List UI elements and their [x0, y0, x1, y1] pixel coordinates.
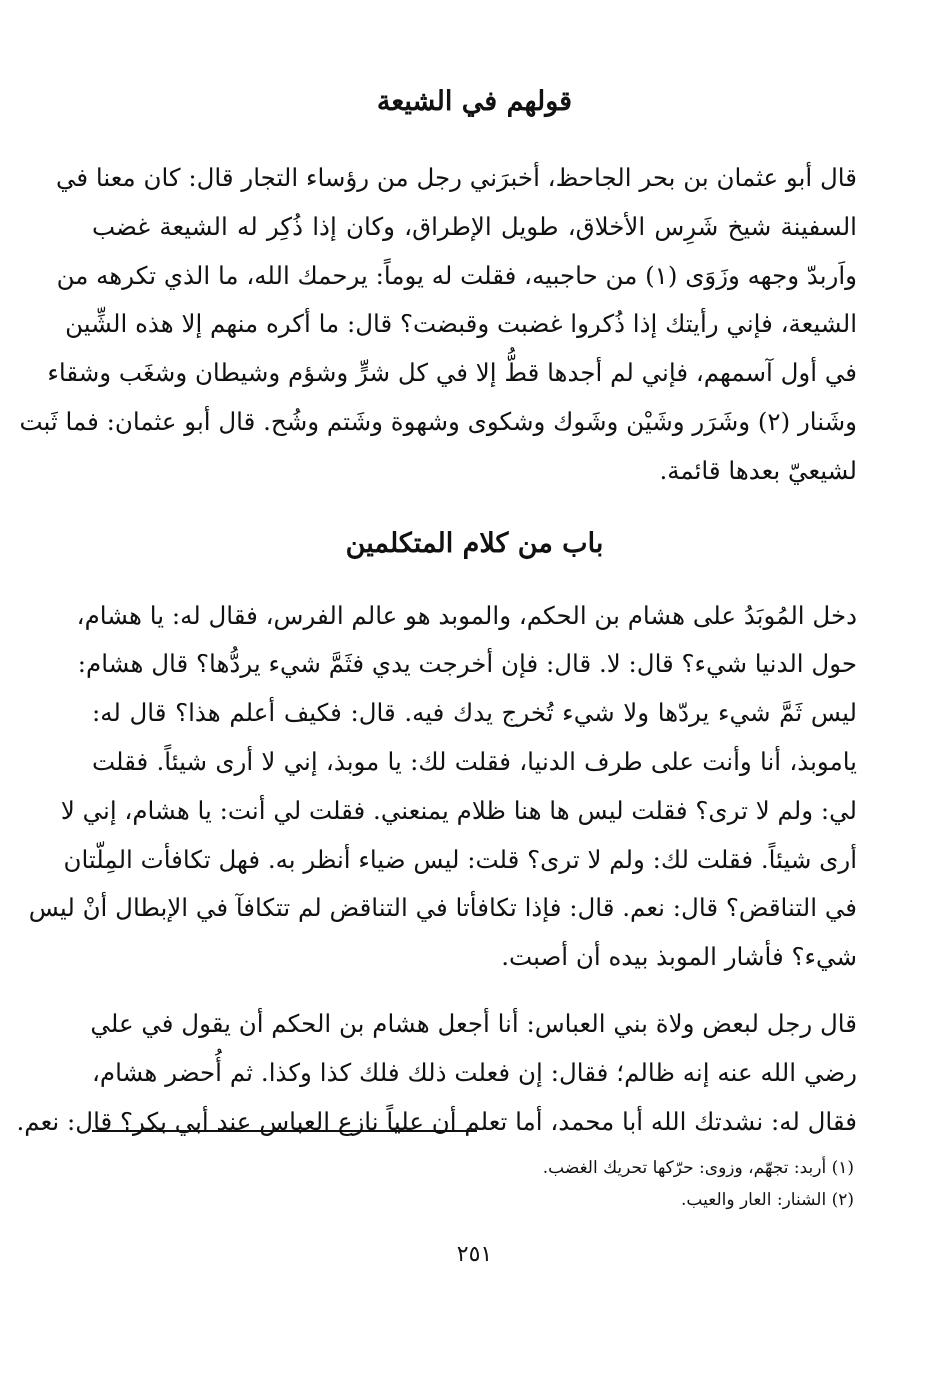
text-line: واَربدّ وجهه وزَوَى (١) من حاجبيه، فقلت له يوماً: يرحمك الله، ما الذي تكرهه من: [56, 260, 857, 290]
text-line: السفينة شيخ شَرِس الأخلاق، طويل الإطراق، وكان إذا ذُكِر له الشيعة غضب: [92, 211, 857, 241]
paragraph-shia: [19, 154, 857, 496]
text-line: ليس ثَمَّ شيء يردّها ولا شيء تُخرج يدك فيه. قال: فكيف أعلم هذا؟ قال له:: [92, 698, 857, 728]
text-line: ياموبذ، أنا وأنت على طرف الدنيا، فقلت لك: يا موبذ، إني لا أرى شيئاً. فقلت: [92, 746, 857, 776]
section-title-shia: قولهم في الشيعة: [376, 86, 573, 117]
footnote-divider: [92, 1130, 477, 1132]
text-line: وشَنار (٢) وشَرَر وشَيْن وشَوك وشكوى وشهوة وشَتم وشُح. قال أبو عثمان: فما ثَبت: [19, 406, 857, 436]
page-number: ٢٥١: [456, 1242, 493, 1267]
section-title-theologians: باب من كلام المتكلمين: [345, 527, 604, 559]
text-line: في أول آسمهم، فإني لم أجدها قطُّ إلا في كل شرٍّ وشؤم وشيطان وشغَب وشقاء: [47, 358, 857, 388]
text-line: لشيعيّ بعدها قائمة.: [659, 455, 857, 485]
text-line: فقال له: نشدتك الله أبا محمد، أما تعلم أن علياً نازع العباس عند أبي بكر؟ قال: نعم.: [16, 1106, 857, 1136]
text-line: شيء؟ فأشار الموبذ بيده أن أصبت.: [501, 942, 857, 972]
text-line: قال رجل لبعض ولاة بني العباس: أنا أجعل هشام بن الحكم أن يقول في علي: [90, 1008, 857, 1038]
text-line: حول الدنيا شيء؟ قال: لا. قال: فإن أخرجت يدي فثَمَّ شيء يردُّها؟ قال هشام:: [77, 649, 857, 679]
text-line: أرى شيئاً. فقلت لك: ولم لا ترى؟ قلت: ليس ضياء أنظر به. فهل تكافأت المِلّتان: [63, 844, 857, 874]
page-body: [16, 70, 857, 1146]
text-line: دخل المُوبَدُ على هشام بن الحكم، والموبد هو عالم الفرس، فقال له: يا هشام،: [76, 600, 857, 630]
text-line: في التناقض؟ قال: نعم. قال: فإذا تكافأتا في التناقض لم تتكافآ في الإبطال أنْ ليس: [28, 893, 857, 923]
text-line: رضي الله عنه إنه ظالم؛ فقال: إن فعلت ذلك فلك كذا وكذا. ثم أُحضر هشام،: [92, 1057, 857, 1087]
text-line: لي: ولم لا ترى؟ فقلت ليس ها هنا ظلام يمنعني. فقلت لي أنت: يا هشام، إني لا: [60, 795, 857, 825]
text-line: الشيعة، فإني رأيتك إذا ذُكروا غضبت وقبضت؟ قال: ما أكره منهم إلا هذه الشِّين: [65, 309, 857, 339]
footnote-1: (١) أربد: تجهّم، وزوى: حرّكها تحريك الغضب.: [542, 1158, 854, 1178]
paragraph-hisham: [16, 1000, 857, 1146]
text-line: قال أبو عثمان بن بحر الجاحظ، أخبرَني رجل من رؤساء التجار قال: كان معنا في: [55, 163, 857, 192]
footnote-2: (٢) الشنار: العار والعيب.: [681, 1190, 854, 1210]
paragraph-mobad: [28, 592, 857, 982]
footnotes: [92, 1152, 854, 1216]
